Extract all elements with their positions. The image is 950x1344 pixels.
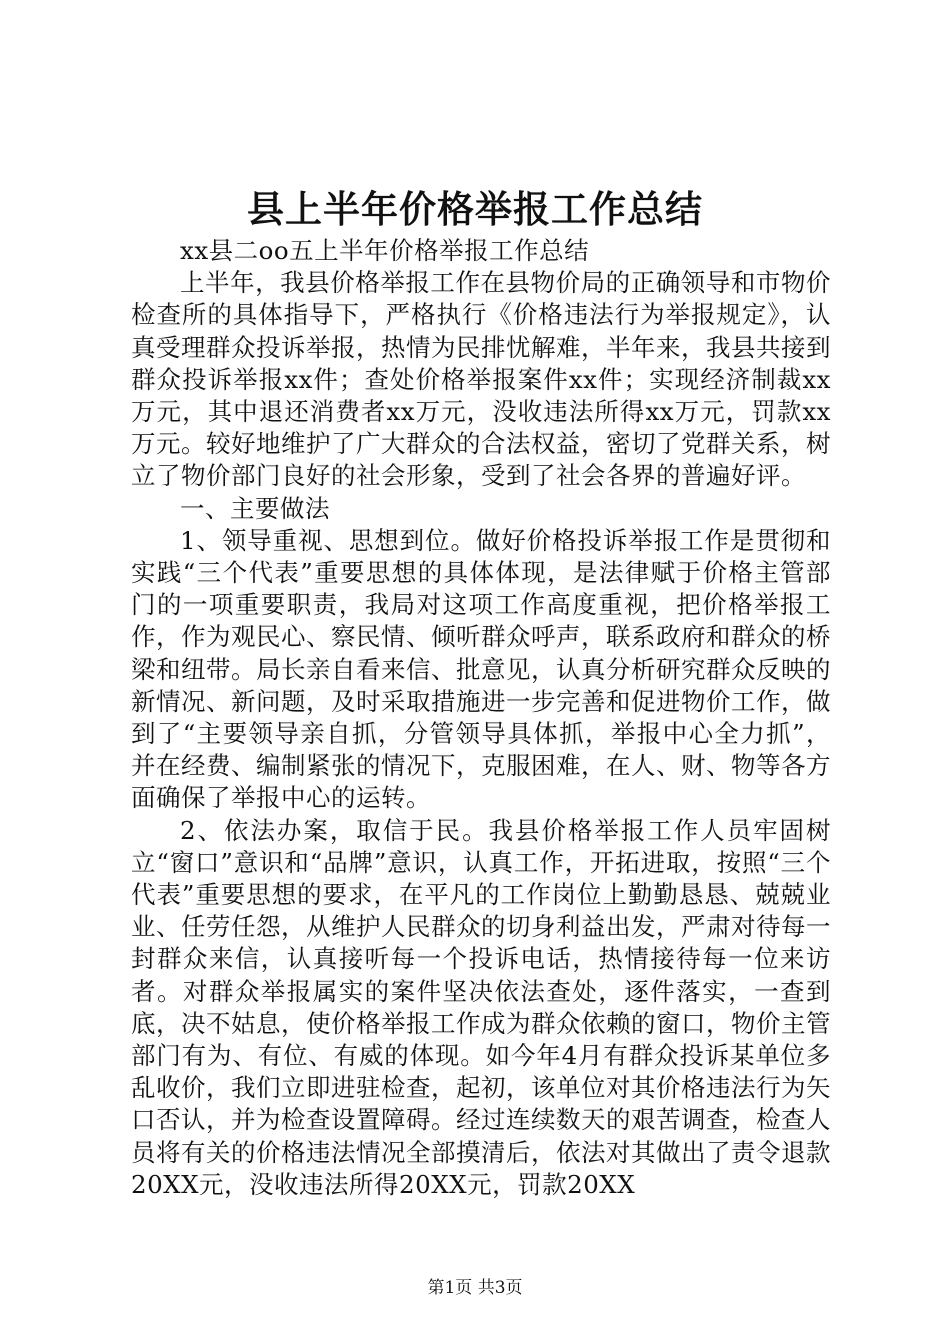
- body-paragraph: 上半年，我县价格举报工作在县物价局的正确领导和市物价检查所的具体指导下，严格执行《价格违法行为举报规定》，认真受理群众投诉举报，热情为民排忧解难，半年来，我县共接到群众投诉举报xx件；查处价格举报案件xx件；实现经济制裁xx万元，其中退还消费者xx万元，没收违法所得xx万元，罚款xx万元。较好地维护了广大群众的合法权益，密切了党群关系，树立了物价部门良好的社会形象，受到了社会各界的普遍好评。: [131, 268, 831, 491]
- document-title: 县上半年价格举报工作总结: [247, 187, 703, 231]
- subtitle-paragraph: xx县二oo五上半年价格举报工作总结: [180, 236, 590, 265]
- document-body: [131, 235, 831, 1201]
- body-paragraph: 2、依法办案，取信于民。我县价格举报工作人员牢固树立“窗口”意识和“品牌”意识，认真工作，开拓进取，按照“三个代表”重要思想的要求，在平凡的工作岗位上勤勤恳恳、兢兢业业、任劳任怨，从维护人民群众的切身利益出发，严肃对待每一封群众来信，认真接听每一个投诉电话，热情接待每一位来访者。对群众举报属实的案件坚决依法查处，逐件落实，一查到底，决不姑息，使价格举报工作成为群众依赖的窗口，物价主管部门有为、有位、有威的体现。如今年4月有群众投诉某单位多乱收价，我们立即进驻检查，起初，该单位对其价格违法行为矢口否认，并为检查设置障碍。经过连续数天的艰苦调查，检查人员将有关的价格违法情况全部摸清后，依法对其做出了责令退款20XX元，没收违法所得20XX元，罚款20XX: [131, 815, 831, 1199]
- section-heading: 一、主要做法: [180, 493, 330, 523]
- body-paragraph: 1、领导重视、思想到位。做好价格投诉举报工作是贯彻和实践“三个代表”重要思想的具体体现，是法律赋于价格主管部门的一项重要职责，我局对这项工作高度重视，把价格举报工作，作为观民心、察民情、倾听群众呼声，联系政府和群众的桥梁和纽带。局长亲自看来信、批意见，认真分析研究群众反映的新情况、新问题，及时采取措施进一步完善和促进物价工作，做到了“主要领导亲自抓，分管领导具体抓，举报中心全力抓”，并在经费、编制紧张的情况下，克服困难，在人、财、物等各方面确保了举报中心的运转。: [131, 525, 831, 813]
- page-footer: 第1页 共3页: [427, 1278, 523, 1298]
